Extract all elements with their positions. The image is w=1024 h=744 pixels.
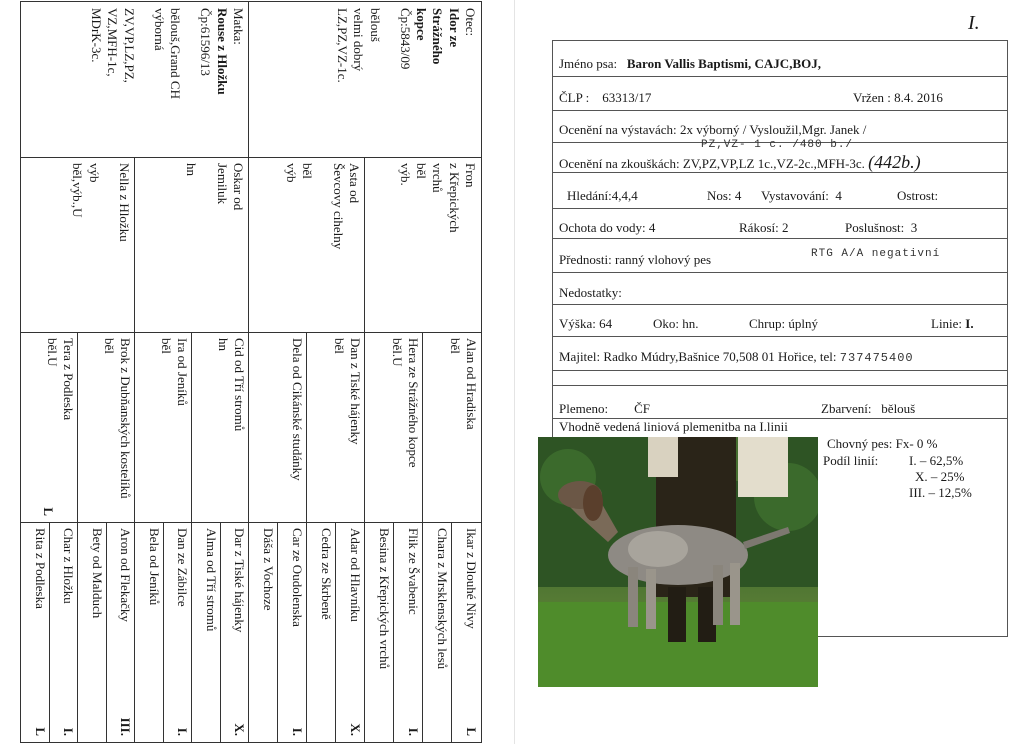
line-mark: X. [348, 723, 363, 736]
ggg-cell [78, 522, 107, 742]
grandparent-name: Ševcovy cihelny [330, 163, 346, 250]
line-breeding-note: Vhodně vedená liniová plemenitba na I.linii [559, 419, 788, 434]
breeding-dog: Chovný pes: Fx- 0 % [827, 436, 938, 451]
shows-row [559, 122, 866, 138]
dam-line: Rouse z Hložku [214, 8, 230, 95]
great-grandparent-note: hn [215, 338, 231, 351]
line-share: I. – 62,5% [909, 453, 964, 468]
sire-line: kopce [414, 8, 430, 41]
great-grandparent-cell [78, 332, 135, 522]
ggg-name: Bela od Jeníků [147, 528, 162, 606]
grandparent-grade: výb [86, 163, 102, 183]
dog-illustration [538, 437, 818, 687]
ggg-cell [164, 522, 192, 742]
ggg-name: Ikar z Dlouhé Nivy [464, 528, 479, 629]
ggg-cell [336, 522, 365, 742]
ggg-name: Aron od Flekačky [118, 528, 133, 622]
ggg-name: Besina z Křepických vrchů [377, 528, 392, 670]
grandparent-note: hn [184, 163, 200, 176]
line-mark: III. [118, 717, 133, 736]
clp-value: 63313/17 [602, 90, 652, 105]
search-row [567, 188, 638, 204]
color-row [821, 401, 915, 417]
merits-row [559, 252, 711, 268]
grandparent-name: Nella z Hložku [117, 163, 132, 242]
owner-label: Majitel: [559, 349, 601, 364]
born-row [853, 90, 943, 106]
great-grandparent-name: Hera ze Strážného kopce [406, 338, 421, 468]
teeth-label: Chrup: [749, 316, 786, 331]
owner-row [559, 349, 914, 365]
search-label: Hledání: [567, 188, 612, 203]
clp-label: ČLP : [559, 90, 590, 105]
eye-value: hn. [682, 316, 699, 331]
ggg-cell [394, 522, 423, 742]
ggg-name: Car ze Oudolenska [290, 528, 305, 627]
ggg-name: Dan ze Zábilce [175, 528, 190, 607]
grandparent-name: z Křepických [446, 163, 462, 233]
grandparent-grade: výb. [398, 163, 413, 186]
pointing-row [761, 188, 842, 204]
water-label: Ochota do vody: [559, 220, 646, 235]
rtg-result: RTG A/A negativní [811, 248, 941, 260]
shows-label: Ocenění na výstavách: [559, 122, 677, 137]
ggg-cell [21, 522, 50, 742]
sharpness-row [897, 188, 938, 204]
line-share-label: Podíl linií: [823, 453, 879, 468]
shows-value: 2x výborný / Vysloužil,Mgr. Janek / [679, 122, 867, 137]
ggg-cell [192, 522, 221, 742]
merits-value: ranný vlohový pes [614, 252, 712, 267]
ggg-name: Char z Hložku [61, 528, 76, 604]
great-grandparent-note: běl [447, 338, 463, 354]
line-mark: L [464, 727, 479, 736]
grandparent-note: běl [414, 163, 430, 179]
ggg-name: Rita z Podleska [33, 528, 48, 609]
sire-line: Idor ze [446, 8, 462, 48]
great-grandparent-name: Cid od Tří stromů [232, 338, 247, 432]
nose-row [707, 188, 741, 204]
sire-line: Strážného [430, 8, 446, 65]
grandparent-note: běl [300, 163, 316, 179]
sire-line: Čp:5843/09 [398, 8, 413, 70]
grandparent-name: Oskar od [231, 163, 246, 211]
ggg-name: Alma od Tří stromů [204, 528, 219, 632]
trials-handwritten: (442b.) [868, 152, 921, 172]
teeth-row [749, 316, 818, 332]
line-share: III. – 12,5% [909, 485, 972, 500]
ggg-cell [221, 522, 249, 742]
dog-photo [538, 437, 818, 687]
grandparent-note: běl,výb.,U [70, 163, 86, 218]
page-number: I. [968, 12, 980, 34]
ggg-cell [452, 522, 481, 742]
ggg-cell [135, 522, 164, 742]
dam-line: MDrK-3c. [89, 8, 105, 63]
obedience-value: 3 [910, 220, 918, 235]
breed-label: Plemeno: [559, 401, 609, 416]
ggg-cell [423, 522, 452, 742]
grandparent-cell [365, 157, 481, 332]
grandparent-cell [249, 157, 365, 332]
line-mark: X. [232, 723, 247, 736]
obedience-label: Poslušnost: [845, 220, 905, 235]
dam-branch [21, 2, 249, 742]
water-value: 4 [648, 220, 656, 235]
ggg-name: Cedra ze Skrbeně [319, 528, 334, 620]
great-grandparent-cell [249, 332, 307, 522]
grandparent-name: Jemiluk [214, 163, 230, 205]
nose-label: Nos: [707, 188, 732, 203]
dog-name-label: Jméno psa: [559, 56, 618, 71]
color-value: bělouš [881, 401, 916, 416]
line-mark: I. [175, 727, 190, 736]
pedigree-table [20, 1, 482, 743]
great-grandparent-note: běl [101, 338, 117, 354]
sire-label: Otec: [463, 8, 478, 37]
sire-cell [331, 2, 481, 157]
dam-label: Matka: [231, 8, 246, 45]
dam-line: VZ,MFH-1c, [105, 8, 121, 77]
grandparent-name: vrchů [430, 163, 446, 193]
water-row [559, 220, 655, 236]
eye-label: Oko: [653, 316, 679, 331]
grandparent-grade: výb [284, 163, 300, 183]
great-grandparent-name: Tera z Podleska [61, 338, 76, 421]
ggg-name: Bety od Malduch [90, 528, 105, 619]
owner-value: Radko Múdry,Bašnice 70,508 01 Hořice, tel: [603, 349, 837, 364]
dam-line: bělouš,Grand CH [168, 8, 184, 99]
fox-row [739, 220, 788, 236]
nose-value: 4 [734, 188, 742, 203]
line-mark: I. [406, 727, 421, 736]
trials-row [559, 152, 921, 173]
breed-value: ČF [634, 401, 651, 416]
born-value: 8.4. 2016 [894, 90, 943, 105]
great-grandparent-note: běl.U [44, 338, 60, 367]
page-fold [514, 0, 515, 744]
trials-label: Ocenění na zkouškách: [559, 156, 680, 171]
grandparent-name: Fron [463, 163, 478, 188]
line-row [931, 316, 974, 332]
dog-name-row [559, 56, 821, 72]
sire-line: velmi dobrý [351, 8, 367, 72]
dam-line: Čp:61596/13 [198, 8, 214, 76]
great-grandparent-note: běl [158, 338, 174, 354]
line-mark: L [33, 727, 48, 736]
ggg-cell [50, 522, 78, 742]
dog-name: Baron Vallis Baptismi, CAJC,BOJ, [626, 56, 821, 71]
sharpness-label: Ostrost: [897, 188, 939, 203]
trials-value: ZV,PZ,VP,LZ 1c.,VZ-2c.,MFH-3c. [682, 156, 865, 171]
dam-line: ZV,VP,LZ,PZ, [121, 8, 137, 83]
grandparent-cell [135, 157, 249, 332]
great-grandparent-name: Dan z Tiské hájenky [348, 338, 363, 445]
line-share: X. – 25% [915, 469, 965, 484]
breed-row [559, 401, 650, 417]
trials-typed: PZ,VZ- 1 c. /480 b./ [701, 139, 854, 151]
ggg-cell [107, 522, 135, 742]
great-grandparent-cell [21, 332, 78, 522]
great-grandparent-name: Alan od Hradiska [464, 338, 479, 430]
grandparent-cell [21, 157, 135, 332]
sire-line: LZ,PZ,VZ-1c. [335, 8, 351, 83]
height-row [559, 316, 612, 332]
sire-line: bělouš [367, 8, 383, 42]
search-value: 4,4,4 [611, 188, 638, 203]
height-label: Výška: [559, 316, 596, 331]
height-value: 64 [599, 316, 613, 331]
great-grandparent-note: běl.U [389, 338, 405, 367]
grandparent-name: Asta od [347, 163, 362, 204]
line-mark: I. [290, 727, 305, 736]
ggg-name: Flik ze Švabenic [406, 528, 421, 615]
great-grandparent-name: Dela od Cikánské studánky [290, 338, 305, 481]
great-grandparent-name: Brok z Dubňanských kostelíků [118, 338, 133, 499]
clp-row [559, 90, 651, 106]
great-grandparent-cell [423, 332, 481, 522]
great-grandparent-cell [135, 332, 192, 522]
great-grandparent-note: běl [331, 338, 347, 354]
ggg-cell [307, 522, 336, 742]
line-label: Linie: [931, 316, 963, 331]
ggg-name: Adar od Hlavníku [348, 528, 363, 622]
ggg-name: Dar z Tiské hájenky [232, 528, 247, 633]
great-grandparent-cell [365, 332, 423, 522]
ggg-cell [249, 522, 278, 742]
eye-row [653, 316, 699, 332]
pointing-value: 4 [835, 188, 842, 203]
faults-label: Nedostatky: [559, 285, 622, 300]
pointing-label: Vystavování: [761, 188, 829, 203]
line-mark: L [41, 507, 56, 516]
line-mark: I. [61, 727, 76, 736]
born-label: Vržen : [853, 90, 891, 105]
dam-line: výborná [152, 8, 167, 51]
line-value: I. [965, 316, 974, 331]
teeth-value: úplný [788, 316, 818, 331]
sire-branch [248, 2, 481, 742]
ggg-cell [365, 522, 394, 742]
owner-phone: 737475400 [839, 351, 914, 365]
obedience-row [845, 220, 917, 236]
ggg-name: Chara z Mrsklenských lesů [435, 528, 450, 670]
dam-cell [85, 2, 249, 157]
ggg-cell [278, 522, 307, 742]
color-label: Zbarvení: [821, 401, 872, 416]
ggg-name: Dáša z Vochoze [261, 528, 276, 611]
great-grandparent-cell [307, 332, 365, 522]
merits-label: Přednosti: [559, 252, 612, 267]
fox-value: 2 [781, 220, 789, 235]
fox-label: Rákosí: [739, 220, 779, 235]
great-grandparent-cell [192, 332, 249, 522]
great-grandparent-name: Ira od Jeníků [175, 338, 190, 406]
